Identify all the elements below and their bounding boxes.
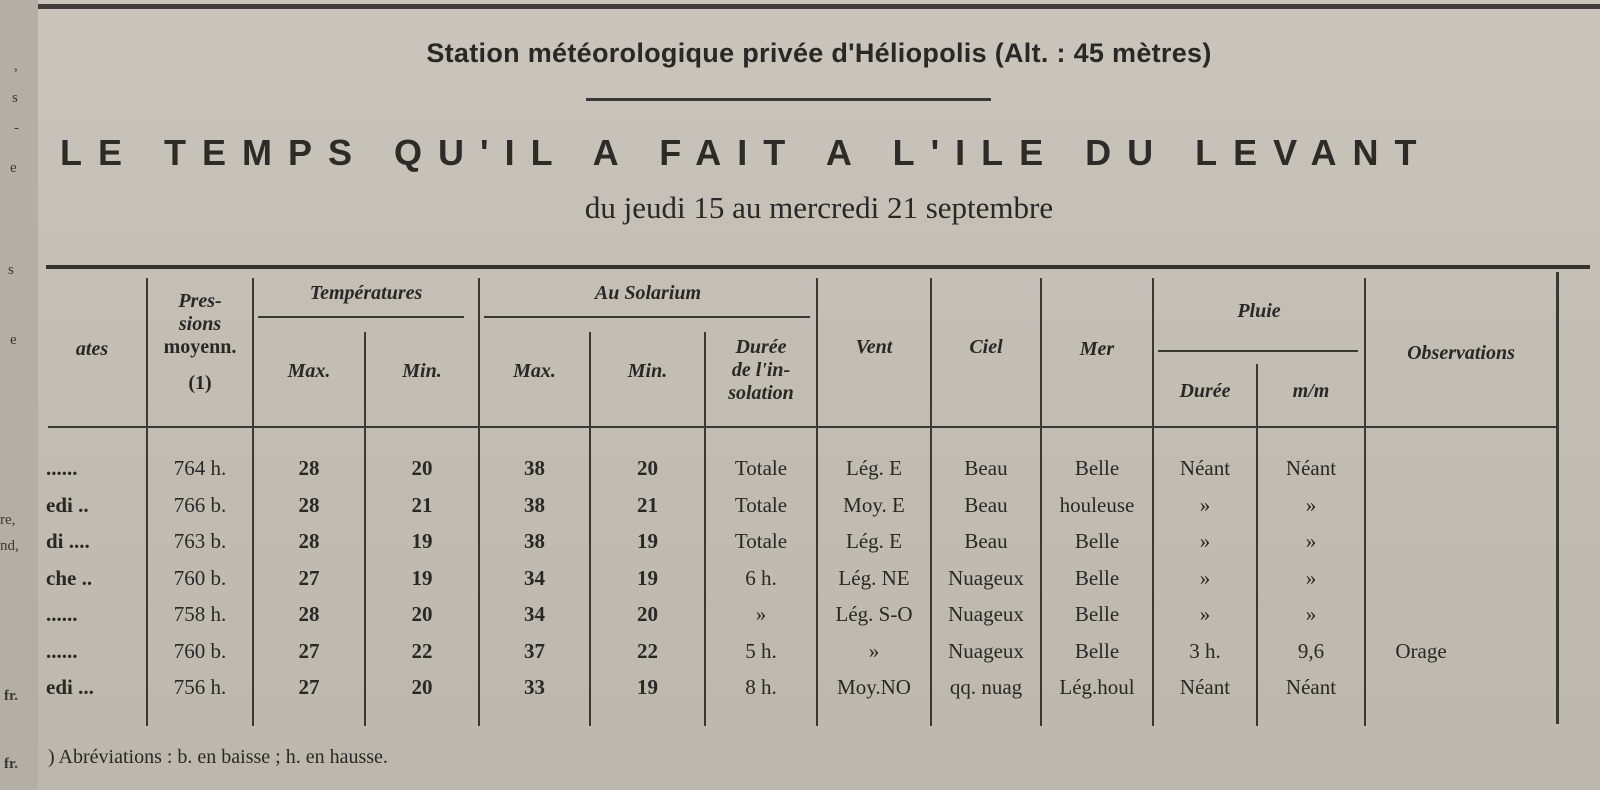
pressions-header-line: (1) (188, 372, 212, 394)
date-range-subtitle: du jeudi 15 au mercredi 21 septembre (584, 190, 1054, 225)
ciel-cell: Nuageux (948, 602, 1024, 626)
margin-fragment: re, (0, 512, 16, 528)
pression-cell: 766 b. (173, 492, 227, 517)
margin-fragment: s (12, 90, 18, 106)
ciel-header: Ciel (969, 336, 1003, 358)
pluie-header: Pluie (1237, 300, 1281, 322)
insolation-cell: 6 h. (745, 565, 777, 590)
margin-fragment: fr. (4, 756, 19, 772)
sol-max-header: Max. (513, 360, 556, 382)
insolation-cell: Totale (734, 492, 788, 517)
ciel-cell: qq. nuag (949, 675, 1023, 699)
mer-cell: Belle (1074, 638, 1120, 663)
sol-min-cell: 20 (637, 602, 658, 626)
mer-cell: Belle (1074, 529, 1120, 553)
ciel-cell: Beau (964, 456, 1008, 480)
pressions-header-line: moyenn. (163, 336, 237, 358)
pressions-header-line: sions (178, 313, 222, 335)
mer-cell: houleuse (1059, 492, 1135, 517)
margin-fragment: e (10, 332, 17, 348)
mer-cell: Lég.houl (1059, 675, 1135, 699)
page-title: LE TEMPS QU'IL A FAIT A L'ILE DU LEVANT (60, 132, 1433, 173)
pluie-duree-cell: » (1199, 529, 1211, 553)
sol-max-cell: 38 (524, 529, 545, 553)
vent-cell: Moy. E (843, 492, 905, 517)
pluie-duree-cell: » (1199, 492, 1211, 517)
footnote: ) Abréviations : b. en baisse ; h. en hausse. (48, 746, 388, 768)
left-margin-strip (0, 0, 40, 790)
ciel-cell: Nuageux (948, 565, 1024, 590)
pluie-duree-cell: 3 h. (1189, 638, 1221, 663)
temp-max-cell: 28 (298, 602, 320, 626)
vent-cell: » (868, 638, 880, 663)
date-cell: ...... (46, 456, 78, 480)
vent-cell: Lég. S-O (835, 602, 913, 626)
observations-cell: Orage (1395, 638, 1447, 663)
insolation-cell: Totale (734, 456, 788, 480)
temp-min-cell: 19 (411, 529, 433, 553)
sol-max-cell: 37 (524, 638, 545, 663)
pluie-mm-cell: » (1305, 602, 1317, 626)
insolation-header-line: Durée (735, 336, 787, 358)
column-rule (1556, 272, 1559, 724)
pluie-mm-cell: Néant (1285, 675, 1337, 699)
temp-max-cell: 27 (298, 675, 320, 699)
pluie-mm-cell: Néant (1285, 456, 1337, 480)
solarium-header: Au Solarium (594, 282, 702, 304)
temp-max-header: Max. (287, 360, 331, 382)
sol-min-cell: 19 (637, 675, 658, 699)
temp-max-cell: 28 (298, 529, 320, 553)
sol-min-header: Min. (627, 360, 668, 382)
date-cell: di .... (46, 529, 90, 553)
mer-cell: Belle (1074, 602, 1120, 626)
pluie-mm-cell: » (1305, 529, 1317, 553)
sol-max-cell: 33 (524, 675, 545, 699)
top-rule (38, 4, 1600, 9)
table-top-rule (46, 265, 1590, 269)
header-bottom-rule (48, 426, 1556, 428)
pression-cell: 763 b. (173, 529, 227, 553)
margin-fragment: e (10, 160, 17, 176)
margin-fragment: , (14, 58, 18, 74)
ciel-cell: Beau (964, 492, 1008, 517)
temp-min-cell: 20 (411, 675, 433, 699)
margin-fragment: fr. (4, 688, 19, 704)
margin-fragment: nd, (0, 538, 19, 554)
observations-header: Observations (1407, 342, 1515, 364)
ciel-cell: Beau (964, 529, 1008, 553)
date-cell: che .. (46, 565, 93, 590)
vent-header: Vent (855, 336, 893, 358)
sol-min-cell: 22 (637, 638, 658, 663)
temp-min-cell: 21 (411, 492, 433, 517)
temp-min-cell: 20 (411, 456, 433, 480)
pluie-mm-cell: 9,6 (1297, 638, 1325, 663)
pluie-duree-cell: Néant (1179, 675, 1231, 699)
vent-cell: Moy.NO (837, 675, 911, 699)
insolation-cell: » (755, 602, 767, 626)
temp-max-cell: 27 (298, 565, 320, 590)
date-cell: edi .. (46, 492, 89, 517)
temp-max-cell: 28 (298, 492, 320, 517)
ciel-cell: Nuageux (948, 638, 1024, 663)
header-divider (586, 98, 991, 101)
temp-min-cell: 19 (411, 565, 433, 590)
sol-max-cell: 34 (524, 602, 545, 626)
date-cell: ...... (46, 602, 78, 626)
date-cell: edi ... (46, 675, 94, 699)
pluie-mm-header: m/m (1292, 380, 1330, 402)
margin-fragment: - (14, 120, 19, 136)
temp-min-header: Min. (402, 360, 442, 382)
temperatures-header: Températures (309, 282, 423, 304)
mer-cell: Belle (1074, 456, 1120, 480)
pluie-underline (1158, 350, 1358, 352)
vent-cell: Lég. E (846, 456, 902, 480)
pression-cell: 764 h. (173, 456, 227, 480)
sol-max-cell: 34 (524, 565, 545, 590)
sol-min-cell: 19 (637, 529, 658, 553)
pression-cell: 760 b. (173, 565, 227, 590)
sol-min-cell: 19 (637, 565, 658, 590)
insolation-cell: Totale (734, 529, 788, 553)
sol-max-cell: 38 (524, 456, 545, 480)
pluie-duree-cell: » (1199, 565, 1211, 590)
pression-cell: 760 b. (173, 638, 227, 663)
pression-cell: 758 h. (173, 602, 227, 626)
vent-cell: Lég. NE (838, 565, 910, 590)
temp-max-cell: 27 (298, 638, 320, 663)
date-cell: ...... (46, 638, 78, 663)
temp-min-cell: 22 (411, 638, 433, 663)
insolation-header-line: solation (728, 382, 794, 404)
station-heading: Station météorologique privée d'Héliopolis (Alt. : 45 mètres) (426, 38, 1212, 68)
newspaper-page (38, 0, 1600, 790)
temperatures-underline (258, 316, 464, 318)
mer-cell: Belle (1074, 565, 1120, 590)
sol-max-cell: 38 (524, 492, 545, 517)
pression-cell: 756 h. (173, 675, 227, 699)
pluie-mm-cell: » (1305, 565, 1317, 590)
margin-fragment: s (8, 262, 14, 278)
pressions-header-line: Pres- (178, 290, 222, 312)
sol-min-cell: 21 (637, 492, 658, 517)
pluie-duree-cell: Néant (1179, 456, 1231, 480)
temp-min-cell: 20 (411, 602, 433, 626)
sol-min-cell: 20 (637, 456, 658, 480)
pluie-mm-cell: » (1305, 492, 1317, 517)
pluie-duree-header: Durée (1179, 380, 1231, 402)
insolation-cell: 8 h. (745, 675, 777, 699)
mer-header: Mer (1079, 338, 1115, 360)
insolation-header-line: de l'in- (731, 359, 791, 381)
solarium-underline (484, 316, 810, 318)
dates-header: ates (75, 338, 109, 360)
vent-cell: Lég. E (846, 529, 902, 553)
insolation-cell: 5 h. (745, 638, 777, 663)
pluie-duree-cell: » (1199, 602, 1211, 626)
temp-max-cell: 28 (298, 456, 320, 480)
